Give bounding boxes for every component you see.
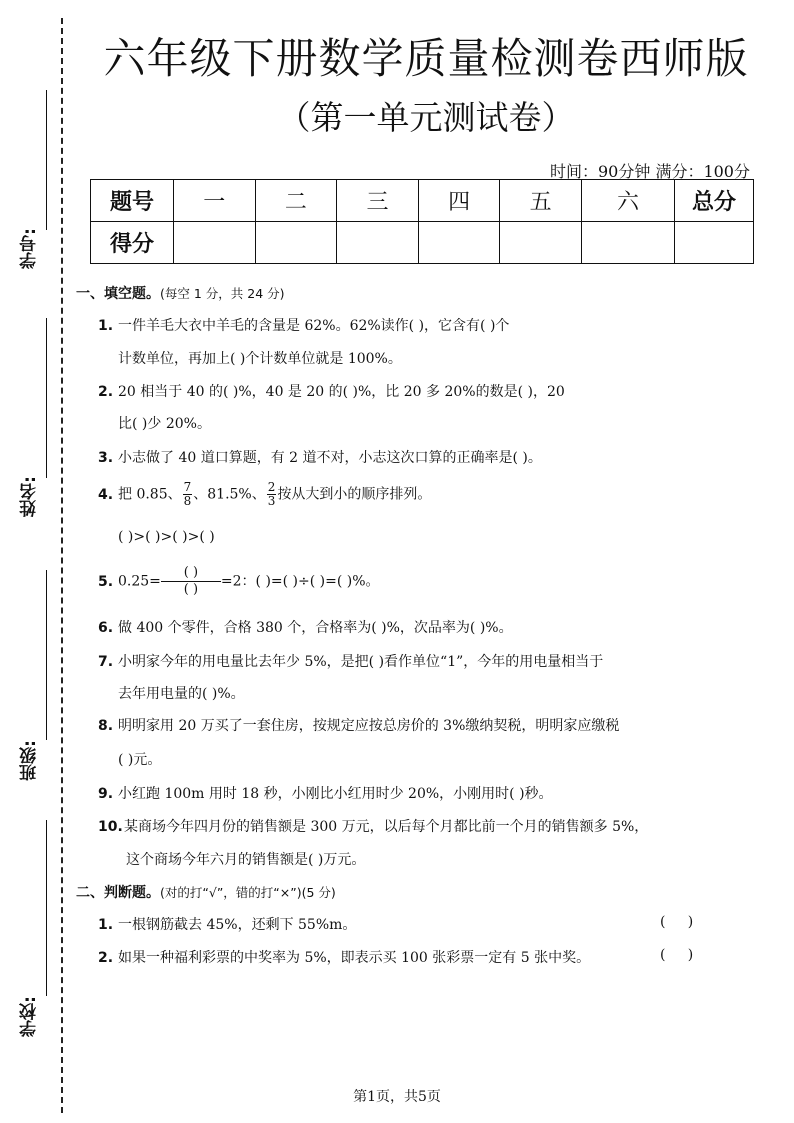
score-blank: [337, 222, 419, 264]
score-cell: 三: [337, 180, 419, 222]
class-line: [46, 570, 47, 740]
question-number: 2.: [98, 384, 114, 400]
answer-parentheses: ( ): [660, 947, 694, 963]
section-2-title: 二、判断题。: [76, 885, 160, 901]
question-1: [98, 315, 509, 335]
section-1-note: (每空 1 分，共 24 分): [160, 286, 285, 301]
class-field: [14, 570, 54, 790]
question-number: 8.: [98, 718, 114, 734]
score-blank: [582, 222, 675, 264]
question-number: 4.: [98, 486, 114, 503]
question-text: 按从大到小的顺序排列。: [277, 486, 432, 503]
question-text: 一根钢筋截去 45%，还剩下 55%m。: [118, 917, 357, 933]
fraction-denominator: 3: [267, 494, 276, 508]
name-line: [46, 318, 47, 478]
score-cell: 六: [582, 180, 675, 222]
section-2-note: (对的打“√”，错的打“×”)(5 分): [160, 885, 336, 900]
exam-meta: 时间：90分钟 满分：100分: [550, 162, 750, 181]
section-1-title: 一、填空题。: [76, 286, 160, 302]
question-text: =2：( )=( )÷( )=( )%。: [220, 573, 380, 590]
school-field: [14, 820, 54, 1045]
class-label: 班级:: [20, 740, 40, 781]
question-number: 2.: [98, 950, 114, 966]
page-title: 六年级下册数学质量检测卷西师版: [103, 34, 749, 83]
question-8: [98, 715, 619, 735]
fraction-2-3: [267, 481, 277, 508]
score-table-header-row: [91, 180, 754, 222]
question-3: [98, 447, 542, 467]
name-field: [14, 318, 54, 518]
question-4: [98, 481, 431, 508]
score-blank: [255, 222, 337, 264]
question-number: 7.: [98, 654, 114, 670]
judgment-question-1: [98, 914, 356, 934]
question-text: 如果一种福利彩票的中奖率为 5%，即表示买 100 张彩票一定有 5 张中奖。: [118, 950, 591, 966]
question-text: 0.25=: [118, 573, 161, 590]
question-7: [98, 651, 603, 671]
blank-fraction: [161, 565, 221, 598]
question-5: [98, 565, 380, 598]
fraction-numerator: 2: [267, 480, 276, 494]
question-8-continued: ( )元。: [118, 752, 162, 768]
question-number: 10.: [98, 819, 123, 835]
fraction-7-8: [183, 481, 193, 508]
question-number: 6.: [98, 620, 114, 636]
question-text: 一件羊毛大衣中羊毛的含量是 62%。62%读作( )，它含有( )个: [118, 318, 510, 334]
question-6: [98, 617, 513, 637]
student-number-label: 学号:: [20, 228, 40, 269]
score-blank: [675, 222, 754, 264]
student-number-field: [14, 90, 54, 270]
fraction-numerator: ( ): [161, 565, 221, 582]
question-10-continued: 这个商场今年六月的销售额是( )万元。: [126, 852, 366, 868]
question-text: 做 400 个零件，合格 380 个，合格率为( )%，次品率为( )%。: [118, 620, 513, 636]
judgment-question-2: [98, 947, 590, 967]
question-9: [98, 783, 553, 803]
question-number: 5.: [98, 573, 114, 590]
binding-dashed-line: [61, 18, 63, 1113]
fraction-denominator: 8: [183, 494, 192, 508]
score-blank: [500, 222, 582, 264]
question-10: [98, 816, 648, 836]
section-2-heading: [76, 882, 336, 902]
student-number-line: [46, 90, 47, 230]
question-2-continued: 比( )少 20%。: [118, 416, 211, 432]
question-7-continued: 去年用电量的( )%。: [118, 686, 245, 702]
question-text: 某商场今年四月份的销售额是 300 万元，以后每个月都比前一个月的销售额多 5%，: [124, 819, 649, 835]
question-number: 9.: [98, 786, 114, 802]
score-table-score-row: [91, 222, 754, 264]
question-text: 小红跑 100m 用时 18 秒，小刚比小红用时少 20%，小刚用时( )秒。: [118, 786, 553, 802]
school-line: [46, 820, 47, 996]
question-number: 3.: [98, 450, 114, 466]
question-2: [98, 381, 565, 401]
question-text: 小志做了 40 道口算题，有 2 道不对，小志这次口算的正确率是( )。: [118, 450, 542, 466]
page-subtitle: （第一单元测试卷）: [277, 98, 575, 137]
question-text: 20 相当于 40 的( )%，40 是 20 的( )%，比 20 多 20%的数是( )，20: [118, 384, 565, 400]
question-text: 把 0.85、: [118, 486, 182, 503]
question-1-continued: 计数单位，再加上( )个计数单位就是 100%。: [118, 351, 402, 367]
name-label: 姓名:: [20, 476, 40, 517]
score-cell: 二: [255, 180, 337, 222]
school-label: 学校:: [20, 996, 40, 1037]
score-table: [90, 179, 754, 264]
score-cell: 五: [500, 180, 582, 222]
score-blank: [418, 222, 500, 264]
question-text: 、81.5%、: [193, 486, 266, 503]
question-number: 1.: [98, 917, 114, 933]
score-cell-total: 总分: [675, 180, 754, 222]
question-4-answer-line: ( )>( )>( )>( ): [118, 529, 215, 545]
score-blank: [174, 222, 256, 264]
fraction-numerator: 7: [183, 480, 192, 494]
score-cell-label: 题号: [91, 180, 174, 222]
fraction-denominator: ( ): [183, 582, 199, 597]
question-number: 1.: [98, 318, 114, 334]
section-1-heading: [76, 283, 285, 303]
answer-parentheses: ( ): [660, 914, 694, 930]
score-cell: 一: [174, 180, 256, 222]
question-text: 明明家用 20 万买了一套住房，按规定应按总房价的 3%缴纳契税，明明家应缴税: [118, 718, 620, 734]
page-footer: 第1页，共5页: [353, 1089, 441, 1105]
score-cell: 四: [418, 180, 500, 222]
score-row-label: 得分: [91, 222, 174, 264]
question-text: 小明家今年的用电量比去年少 5%，是把( )看作单位“1”，今年的用电量相当于: [118, 654, 604, 670]
